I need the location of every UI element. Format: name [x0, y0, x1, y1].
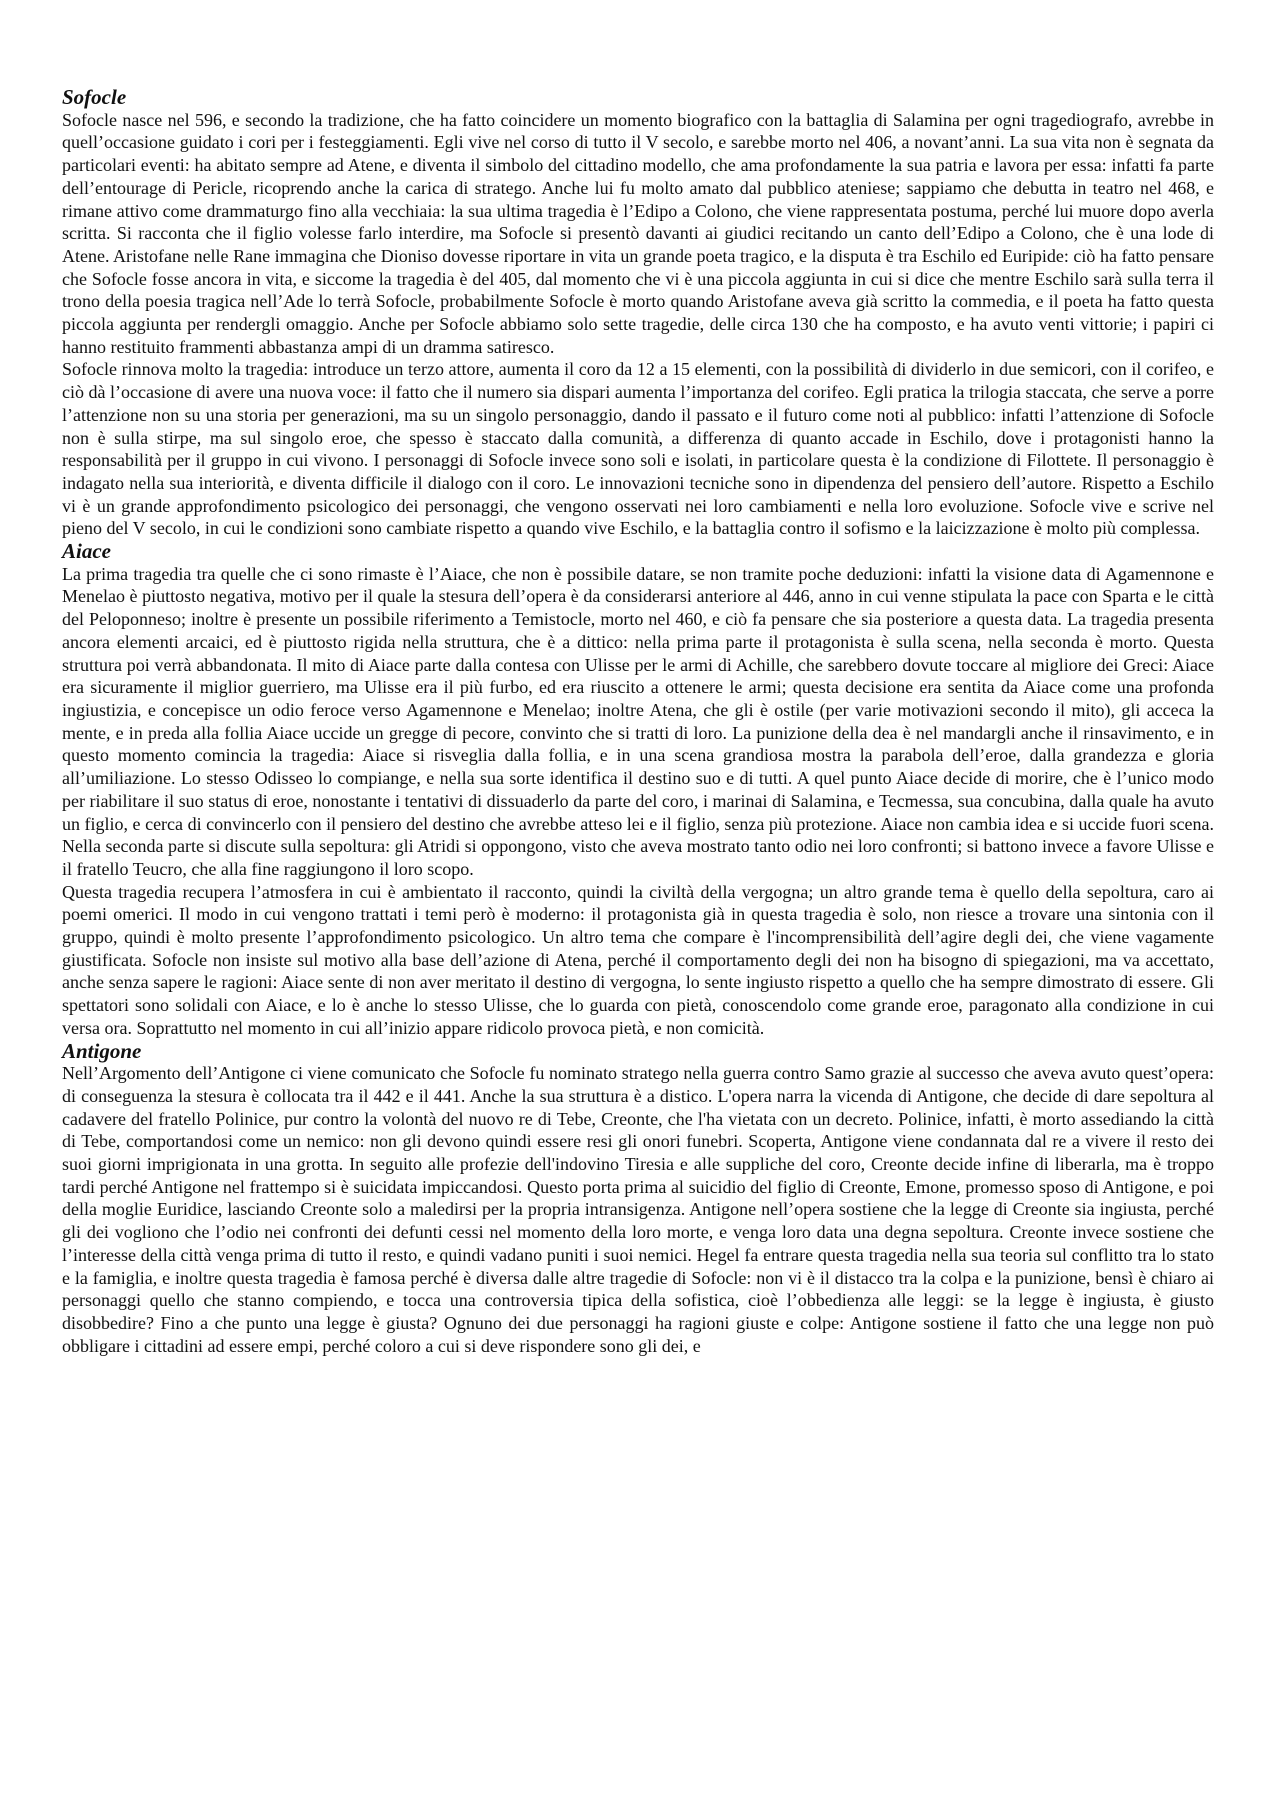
section-title-aiace: Aiace: [62, 539, 111, 564]
paragraph: La prima tragedia tra quelle che ci sono rimaste è l’Aiace, che non è possibile datare, se non tramite poche deduzioni: infatti la visione data di Agamennone e Menelao è piuttosto negativa, motivo per il quale la stesura dell’opera è da considerarsi anteriore al 446, anno in cui venne stipulata la pace con Sparta e le città del Peloponneso; inoltre è presente un possibile riferimento a Temistocle, morto nel 460, e ciò fa pensare che sia posteriore a questa data. La tragedia presenta ancora elementi arcaici, ed è piuttosto rigida nella struttura, che è a dittico: nella prima parte il protagonista è sulla scena, nella seconda è morto. Questa struttura poi verrà abbandonata. Il mito di Aiace parte dalla contesa con Ulisse per le armi di Achille, che sarebbero dovute toccare al migliore dei Greci: Aiace era sicuramente il miglior guerriero, ma Ulisse era il più furbo, ed era riuscito a ottenere le armi; questa decisione era sentita da Aiace come una profonda ingiustizia, e concepisce un odio feroce verso Agamennone e Menelao; inoltre Atena, che gli è ostile (per varie motivazioni secondo il mito), gli acceca la mente, e in preda alla follia Aiace uccide un gregge di pecore, convinto che si tratti di loro. La punizione della dea è nel mandargli anche il rinsavimento, e in questo momento comincia la tragedia: Aiace si risveglia dalla follia, e in una scena grandiosa mostra la parabola dell’eroe, dalla grandezza e gloria all’umiliazione. Lo stesso Odisseo lo compiange, e nella sua sorte identifica il destino suo e di tutti. A quel punto Aiace decide di morire, che è l’unico modo per riabilitare il suo status di eroe, nonostante i tentativi di dissuaderlo da parte del coro, i marinai di Salamina, e Tecmessa, sua concubina, dalla quale ha avuto un figlio, e cerca di convincerlo con il pensiero del destino che avrebbe atteso lei e il figlio, senza più protezione. Aiace non cambia idea e si uccide fuori scena. Nella seconda parte si discute sulla sepoltura: gli Atridi si oppongono, visto che aveva mostrato tanto odio nei loro confronti; si battono invece a favore Ulisse e il fratello Teucro, che alla fine raggiungono il loro scopo.: [62, 563, 1214, 879]
section-sofocle: [62, 86, 1214, 540]
section-antigone: [62, 1040, 1214, 1358]
paragraph: Sofocle nasce nel 596, e secondo la tradizione, che ha fatto coincidere un momento biografico con la battaglia di Salamina per ogni tragediografo, avrebbe in quell’occasione guidato i cori per i festeggiamenti. Egli vive nel corso di tutto il V secolo, e sarebbe morto nel 406, a novant’anni. La sua vita non è segnata da particolari eventi: ha abitato sempre ad Atene, e diventa il simbolo del cittadino modello, che ama profondamente la sua patria e lavora per essa: infatti fa parte dell’entourage di Pericle, ricoprendo anche la carica di stratego. Anche lui fu molto amato dal pubblico ateniese; sappiamo che debutta in teatro nel 468, e rimane attivo come drammaturgo fino alla vecchiaia: la sua ultima tragedia è l’Edipo a Colono, che viene rappresentata postuma, perché lui muore dopo averla scritta. Si racconta che il figlio volesse farlo interdire, ma Sofocle si presentò davanti ai giudici recitando un canto dell’Edipo a Colono, che è una lode di Atene. Aristofane nelle Rane immagina che Dioniso dovesse riportare in vita un grande poeta tragico, e la disputa è tra Eschilo ed Euripide: ciò ha fatto pensare che Sofocle fosse ancora in vita, e siccome la tragedia è del 405, dal momento che vi è una piccola aggiunta in cui si dice che mentre Eschilo sarà sulla terra il trono della poesia tragica nell’Ade lo terrà Sofocle, probabilmente Sofocle è morto quando Aristofane aveva già scritto la commedia, e il poeta ha fatto questa piccola aggiunta per rendergli omaggio. Anche per Sofocle abbiamo solo sette tragedie, delle circa 130 che ha composto, e ha avuto venti vittorie; i papiri ci hanno restituito frammenti abbastanza ampi di un dramma satiresco.: [62, 109, 1214, 357]
section-title-sofocle: Sofocle: [62, 85, 127, 109]
document-page: [62, 86, 1214, 1357]
paragraph: Sofocle rinnova molto la tragedia: introduce un terzo attore, aumenta il coro da 12 a 15 elementi, con la possibilità di dividerlo in due semicori, con il corifeo, e ciò dà l’occasione di avere una nuova voce: il fatto che il numero sia dispari aumenta l’importanza del corifeo. Egli pratica la trilogia staccata, che serve a porre l’attenzione non su una storia per generazioni, ma su un singolo personaggio, dando il passato e il futuro come noti al pubblico: infatti l’attenzione di Sofocle non è sulla stirpe, ma sul singolo eroe, che spesso è staccato dalla comunità, a differenza di quanto accade in Eschilo, dove i protagonisti hanno la responsabilità per il gruppo in cui vivono. I personaggi di Sofocle invece sono soli e isolati, in particolare questa è la condizione di Filottete. Il personaggio è indagato nella sua interiorità, e diventa difficile il dialogo con il coro. Le innovazioni tecniche sono in dipendenza del pensiero dell’autore. Rispetto a Eschilo vi è un grande approfondimento psicologico dei personaggi, che vengono osservati nei loro cambiamenti e nella loro evoluzione. Sofocle vive e scrive nel pieno del V secolo, in cui le condizioni sono cambiate rispetto a quando vive Eschilo, e la battaglia contro il sofismo e la laicizzazione è molto più complessa.: [62, 359, 1214, 539]
section-aiace: [62, 540, 1214, 1039]
section-title-antigone: Antigone: [62, 1038, 142, 1063]
paragraph: Questa tragedia recupera l’atmosfera in cui è ambientato il racconto, quindi la civiltà della vergogna; un altro grande tema è quello della sepoltura, caro ai poemi omerici. Il modo in cui vengono trattati i temi però è moderno: il protagonista già in questa tragedia è solo, non riesce a trovare una sintonia con il gruppo, quindi è molto presente l’approfondimento psicologico. Un altro tema che compare è l'incomprensibilità dell’agire degli dei, che viene vagamente giustificata. Sofocle non insiste sul motivo alla base dell’azione di Atena, perché il comportamento degli dei non ha bisogno di spiegazioni, ma va accettato, anche senza sapere le ragioni: Aiace sente di non aver meritato il destino di vergogna, lo sente ingiusto rispetto a quello che ha sempre dimostrato di essere. Gli spettatori sono solidali con Aiace, e lo è anche lo stesso Ulisse, che lo guarda con pietà, conoscendolo come grande eroe, paragonato alla condizione in cui versa ora. Soprattutto nel momento in cui all’inizio appare ridicolo provoca pietà, e non comicità.: [62, 881, 1214, 1038]
paragraph: Nell’Argomento dell’Antigone ci viene comunicato che Sofocle fu nominato stratego nella guerra contro Samo grazie al successo che aveva avuto quest’opera: di conseguenza la stesura è collocata tra il 442 e il 441. Anche la sua struttura è a distico. L'opera narra la vicenda di Antigone, che decide di dare sepoltura al cadavere del fratello Polinice, pur contro la volontà del nuovo re di Tebe, Creonte, che l'ha vietata con un decreto. Polinice, infatti, è morto assediando la città di Tebe, comportandosi come un nemico: non gli devono quindi essere resi gli onori funebri. Scoperta, Antigone viene condannata dal re a vivere il resto dei suoi giorni imprigionata in una grotta. In seguito alle profezie dell'indovino Tiresia e alle suppliche del coro, Creonte decide infine di liberarla, ma è troppo tardi perché Antigone nel frattempo si è suicidata impiccandosi. Questo porta prima al suicidio del figlio di Creonte, Emone, promesso sposo di Antigone, e poi della moglie Euridice, lasciando Creonte solo a maledirsi per la propria intransigenza. Antigone nell’opera sostiene che la legge di Creonte sia ingiusta, perché gli dei vogliono che l’odio nei confronti dei defunti cessi nel momento della loro morte, e venga loro data una degna sepoltura. Creonte invece sostiene che l’interesse della città venga prima di tutto il resto, e quindi vadano puniti i suoi nemici. Hegel fa entrare questa tragedia nella sua teoria sul conflitto tra lo stato e la famiglia, e inoltre questa tragedia è famosa perché è diversa dalle altre tragedie di Sofocle: non vi è il distacco tra la colpa e la punizione, bensì è chiaro ai personaggi quello che stanno compiendo, e tocca una controversia tipica della sofistica, cioè l’obbedienza alle leggi: se la legge è ingiusta, è giusto disobbedire? Fino a che punto una legge è giusta? Ognuno dei due personaggi ha ragioni giuste e colpe: Antigone sostiene il fatto che una legge non può obbligare i cittadini ad essere empi, perché coloro a cui si deve rispondere sono gli dei, e: [62, 1063, 1214, 1356]
